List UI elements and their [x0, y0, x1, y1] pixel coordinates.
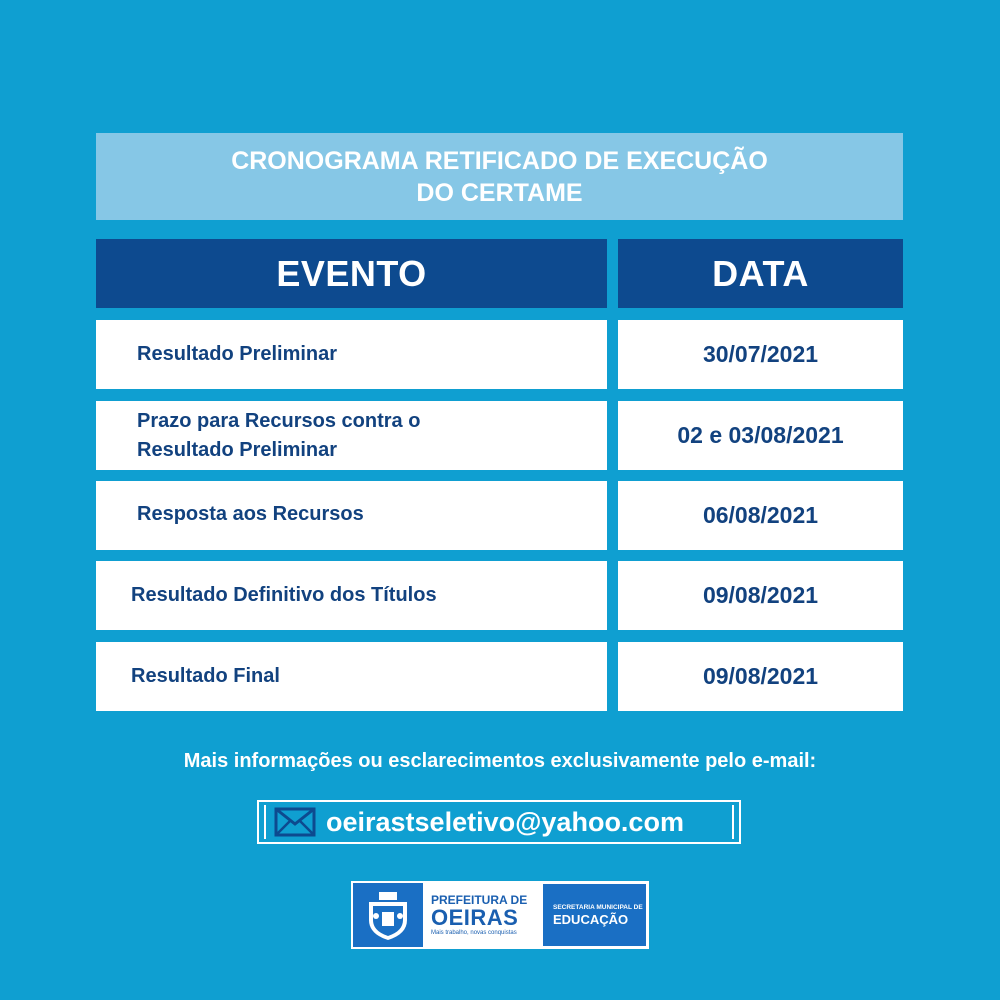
table-row-date: 30/07/2021 — [618, 320, 903, 389]
email-link[interactable]: oeirastseletivo@yahoo.com — [326, 806, 684, 837]
table-row-date: 06/08/2021 — [618, 481, 903, 550]
title-line-1: CRONOGRAMA RETIFICADO DE EXECUÇÃO — [231, 146, 768, 175]
contact-info-text: Mais informações ou esclarecimentos exclusivamente pelo e-mail: — [183, 750, 817, 772]
event-label: Resultado Definitivo dos Títulos — [131, 584, 437, 606]
logo-secretaria: SECRETARIA MUNICIPAL DE — [553, 904, 643, 911]
logo-prefeitura: PREFEITURA DE — [431, 892, 528, 907]
envelope-icon — [274, 807, 316, 837]
table-row-event — [96, 561, 607, 630]
table-row-event — [96, 481, 607, 550]
logo-slogan: Mais trabalho, novas conquistas — [431, 929, 517, 936]
logo — [351, 881, 649, 949]
logo-department: EDUCAÇÃO — [553, 912, 629, 927]
page-title — [96, 133, 903, 220]
column-header-event: EVENTO — [96, 239, 607, 308]
table-row-date: 09/08/2021 — [618, 642, 903, 711]
title-line-2: DO CERTAME — [416, 178, 583, 207]
event-label: Resultado Final — [131, 665, 280, 687]
event-label: Prazo para Recursos contra o — [137, 409, 421, 432]
event-label: Resultado Preliminar — [137, 438, 338, 461]
logo-city: OEIRAS — [431, 904, 519, 930]
event-label: Resultado Preliminar — [137, 343, 338, 365]
table-row-event — [96, 320, 607, 389]
table-row-event — [96, 642, 607, 711]
coat-of-arms-icon — [353, 883, 423, 947]
email-box[interactable] — [257, 800, 741, 844]
table-row-date: 09/08/2021 — [618, 561, 903, 630]
event-label: Resposta aos Recursos — [137, 503, 364, 525]
column-header-date: DATA — [618, 239, 903, 308]
table-row-event — [96, 401, 607, 470]
table-row-date: 02 e 03/08/2021 — [618, 401, 903, 470]
